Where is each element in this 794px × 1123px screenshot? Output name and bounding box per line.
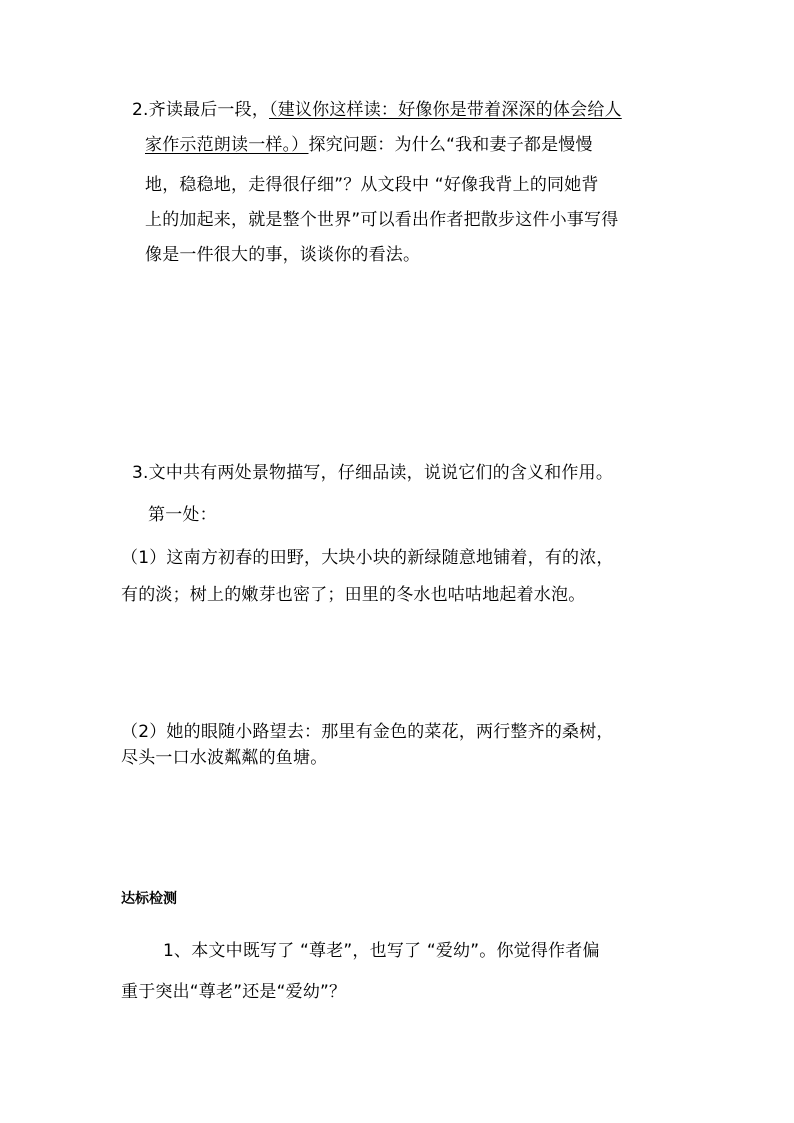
q2-number-label: 2.齐读最后一段， [132,100,270,120]
q2-line-2 [145,133,593,157]
section-q1-line-1: 1、本文中既写了 “尊老”，也写了 “爱幼”。你觉得作者偏 [163,941,600,961]
section-heading: 达标检测 [121,891,177,907]
q2-line-5: 像是一件很大的事，谈谈你的看法。 [145,245,421,265]
section-q1-line-2: 重于突出“尊老”还是“爱幼”？ [121,982,347,1002]
q3-passage1-line-2: 有的淡；树上的嫩芽也密了；田里的冬水也咕咕地起着水泡。 [121,585,586,605]
q2-reading-suggestion-part1: （建议你这样读：好像你是带着深深的体会给人 [269,100,622,120]
q3-passage2-line-1: （2）她的眼随小路望去：那里有金色的菜花，两行整齐的桑树， [121,722,614,742]
q3-line-1: 3.文中共有两处景物描写，仔细品读，说说它们的含义和作用。 [132,463,614,483]
q2-line-4: 上的加起来，就是整个世界”可以看出作者把散步这件小事写得 [145,210,619,230]
q2-line-1 [132,98,622,122]
q2-line-3: 地，稳稳地，走得很仔细”？从文段中 “好像我背上的同她背 [145,175,599,195]
q2-reading-suggestion-part2: 家作示范朗读一样。） [145,135,309,155]
q3-first-label: 第一处： [148,505,217,525]
q3-passage2-line-2: 尽头一口水波粼粼的鱼塘。 [121,748,328,768]
q3-passage1-line-1: （1）这南方初春的田野，大块小块的新绿随意地铺着，有的浓， [121,548,614,568]
q2-question-start: 探究问题：为什么“我和妻子都是慢慢 [308,135,593,155]
